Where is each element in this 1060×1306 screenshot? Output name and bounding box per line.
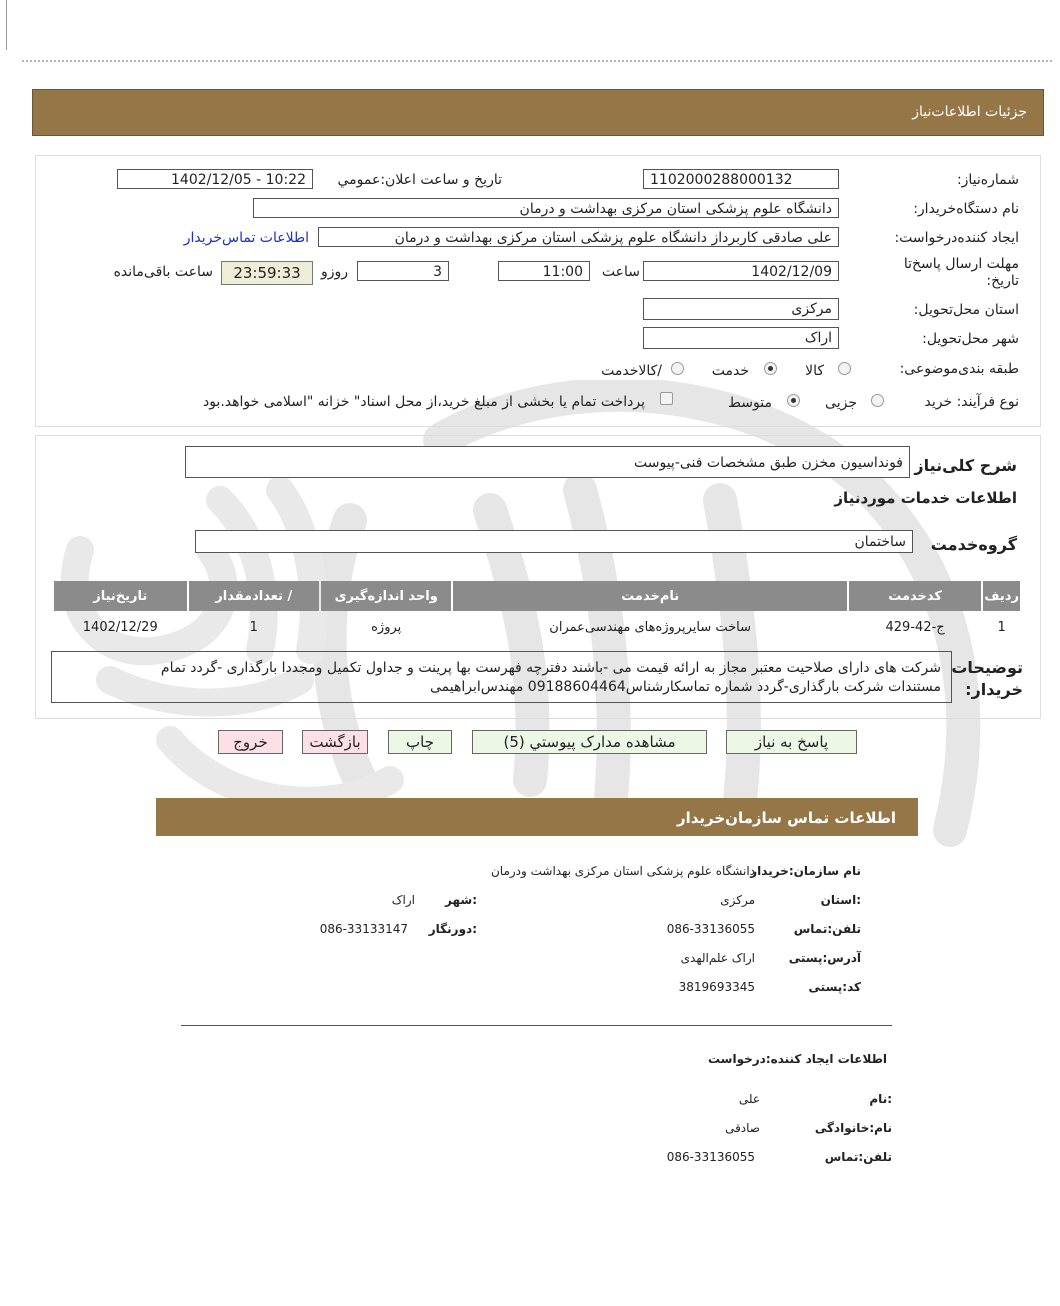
creator-name-value: علی xyxy=(738,1092,760,1106)
cell-name: ساخت سایرپروژه‌های مهندسی‌عمران xyxy=(549,619,752,635)
process-label: نوع فرآیند: خرید xyxy=(924,394,1019,410)
buyer-contact-link[interactable]: اطلاعات تماس‌خریدار xyxy=(183,230,309,246)
col-name-header: نام‌خدمت xyxy=(453,581,846,611)
page-title: جزئیات اطلاعات‌نیاز xyxy=(912,104,1027,120)
announce-label: تاريخ و ساعت اعلان:عمومي xyxy=(337,172,502,188)
col-unit-header: واحد اندازه‌گیری xyxy=(321,581,451,611)
col-date-header: تاریخ‌نیاز xyxy=(54,581,187,611)
contact-title: اطلاعات تماس سازمان‌خریدار xyxy=(676,809,896,827)
process-option-medium: متوسط xyxy=(728,395,772,411)
service-group-field: ساختمان xyxy=(195,530,913,553)
summary-field: فونداسیون مخزن طبق مشخصات فنی-پیوست xyxy=(185,446,910,478)
city-field: اراک xyxy=(643,327,839,349)
buyer-notes-label: توضیحات خریدار: xyxy=(951,658,1023,699)
category-option-goods: کالا xyxy=(805,363,824,379)
contact-province-value: مرکزی xyxy=(720,893,755,907)
col-row-header: ردیف xyxy=(983,581,1020,611)
deadline-date-field: 1402/12/09 xyxy=(643,261,839,281)
contact-province-label: :استان xyxy=(820,893,861,907)
creator-phone-value: 086-33136055 xyxy=(666,1150,755,1164)
buyer-notes-box xyxy=(51,651,952,703)
service-group-label: گروه‌خدمت xyxy=(930,535,1017,554)
cell-qty: 1 xyxy=(249,619,258,635)
creator-phone-label: تلفن:تماس xyxy=(824,1150,892,1164)
category-label: طبقه بندی‌موضوعی: xyxy=(899,361,1019,377)
reply-button[interactable]: پاسخ به نیاز xyxy=(726,730,857,754)
services-table xyxy=(52,579,1022,643)
deadline-time-field: 11:00 xyxy=(498,261,590,281)
page-header xyxy=(32,89,1044,136)
need-number-field: 1102000288000132 xyxy=(643,169,839,189)
payment-note: پرداخت تمام یا بخشی از مبلغ خرید،از محل اسناد" خزانه "اسلامی خواهد.بود xyxy=(202,394,645,410)
category-radio-service[interactable] xyxy=(764,362,777,375)
phone-label: تلفن:تماس xyxy=(793,922,861,936)
col-code-header: کدخدمت xyxy=(849,581,981,611)
contact-city-label: :شهر xyxy=(445,893,477,907)
process-option-minor: جزیی xyxy=(825,395,857,411)
cell-unit: پروژه xyxy=(371,619,402,635)
postal-code-label: کد:پستی xyxy=(808,980,861,994)
process-radio-minor[interactable] xyxy=(871,394,884,407)
buyer-notes-line2: مستندات شرکت بارگذاری-گردد شماره تماسکارشناس09188604464 مهندس‌ابراهیمی xyxy=(429,679,941,695)
days-field: 3 xyxy=(357,261,449,281)
buyer-notes-line1: شرکت های دارای صلاحیت معتبر مجاز به ارائه قیمت می -باشند دفترچه فهرست بها پرینت و جداول تکمیل ومجددا بارگذاری -گردد تمام xyxy=(160,660,941,676)
contact-divider xyxy=(181,1025,892,1026)
summary-label: شرح کلی‌نیاز xyxy=(914,456,1017,475)
creator-label: ایجاد کننده‌درخواست: xyxy=(894,230,1019,246)
creator-field: علی صادقی کاربرداز دانشگاه علوم پزشکی استان مرکزی بهداشت و درمان xyxy=(318,227,839,247)
table-row xyxy=(54,613,1020,641)
days-label: روزو xyxy=(320,264,348,280)
org-label: نام سازمان:خریدار xyxy=(750,864,861,878)
cell-date: 1402/12/29 xyxy=(82,619,158,635)
province-field: مرکزی xyxy=(643,298,839,320)
creator-family-label: نام:خانوادگی xyxy=(814,1121,892,1135)
exit-button[interactable]: خروج xyxy=(218,730,283,754)
contact-city-value: اراک xyxy=(391,893,415,907)
address-label: آدرس:پستی xyxy=(788,951,861,965)
creator-info-title: اطلاعات ایجاد کننده:درخواست xyxy=(707,1052,887,1066)
remaining-timer: 23:59:33 xyxy=(221,261,313,285)
print-button[interactable]: چاپ xyxy=(388,730,452,754)
fax-value: 086-33133147 xyxy=(319,922,408,936)
view-documents-button[interactable]: مشاهده مدارک پیوستي (5) xyxy=(472,730,707,754)
services-title: اطلاعات خدمات موردنیاز xyxy=(834,489,1017,507)
category-radio-goods-service[interactable] xyxy=(671,362,684,375)
back-button[interactable]: بازگشت xyxy=(302,730,368,754)
col-qty-header: / تعدادمقدار xyxy=(189,581,319,611)
table-header-row xyxy=(54,581,1020,611)
category-radio-goods[interactable] xyxy=(838,362,851,375)
need-info-panel xyxy=(35,155,1041,427)
cell-code: ج-42-429 xyxy=(885,619,945,635)
announce-date-field: 1402/12/05 - 10:22 xyxy=(117,169,313,189)
org-value: دانشگاه علوم پزشکی استان مرکزی بهداشت ودرمان xyxy=(490,864,755,878)
province-label: استان محل‌تحویل: xyxy=(913,302,1019,318)
process-radio-medium[interactable] xyxy=(787,394,800,407)
payment-checkbox[interactable] xyxy=(660,392,673,405)
buyer-org-label: نام دستگاه‌خریدار: xyxy=(913,201,1019,217)
contact-header xyxy=(156,798,918,836)
top-divider xyxy=(22,60,1052,62)
fax-label: :دورنگار xyxy=(428,922,477,936)
category-option-goods-service: /کالاخدمت xyxy=(601,363,662,379)
remaining-label: ساعت باقی‌مانده xyxy=(113,264,213,280)
category-option-service: خدمت xyxy=(711,363,749,379)
creator-name-label: :نام xyxy=(869,1092,892,1106)
address-value: اراک علم‌الهدی xyxy=(680,951,755,965)
city-label: شهر محل‌تحویل: xyxy=(922,331,1019,347)
deadline-label: مهلت ارسال پاسخ‌تا تاریخ: xyxy=(903,256,1019,289)
cell-row: 1 xyxy=(997,619,1006,635)
buyer-org-field: دانشگاه علوم پزشکی استان مرکزی بهداشت و درمان xyxy=(253,198,839,218)
postal-code-value: 3819693345 xyxy=(678,980,755,994)
need-number-label: شماره‌نیاز: xyxy=(956,172,1019,188)
phone-value: 086-33136055 xyxy=(666,922,755,936)
creator-family-value: صادقی xyxy=(725,1121,760,1135)
deadline-time-label: ساعت xyxy=(601,264,640,280)
frame-edge xyxy=(6,0,7,50)
